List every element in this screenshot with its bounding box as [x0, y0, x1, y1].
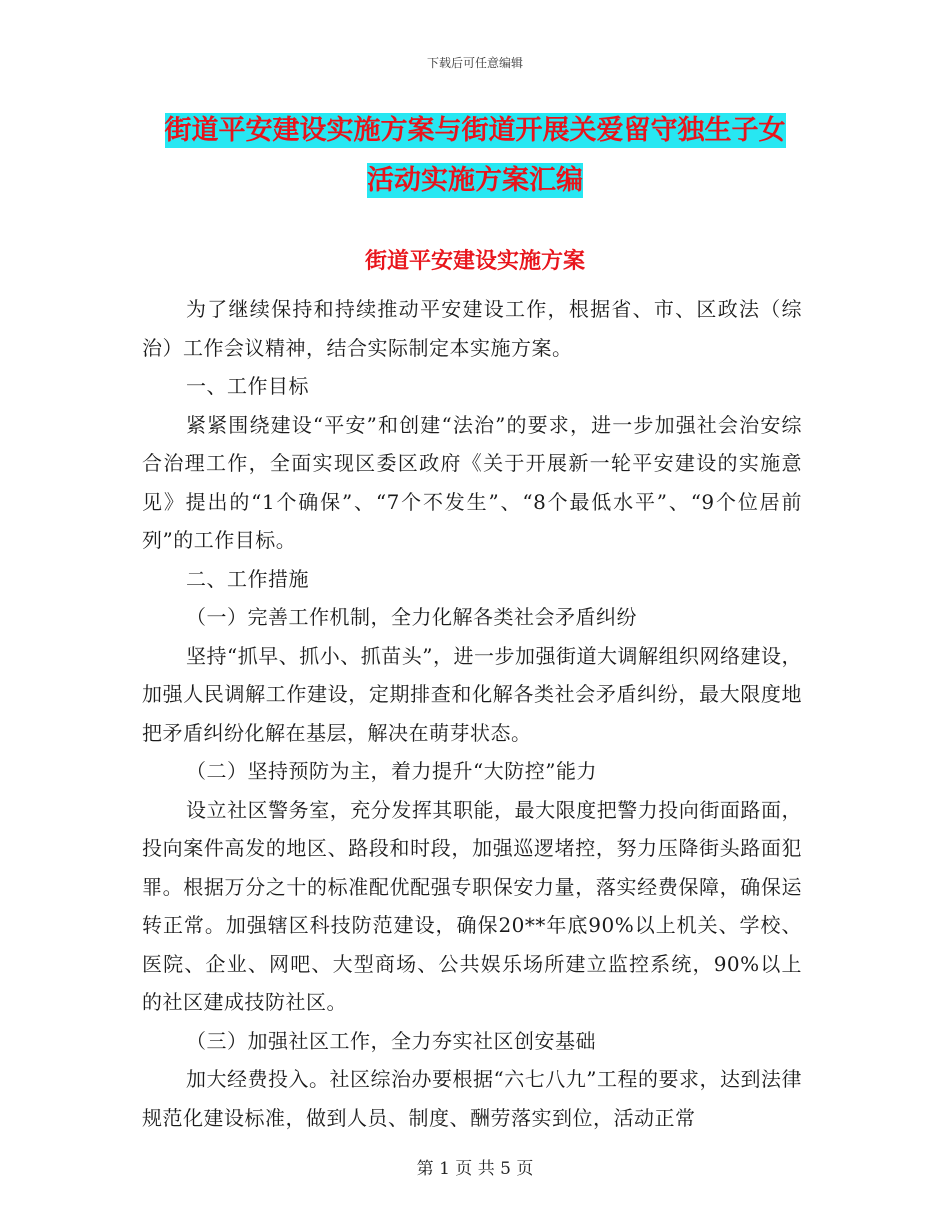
subheading-2: （二）坚持预防为主，着力提升“大防控”能力	[186, 759, 597, 783]
heading-work-measures: 二、工作措施	[186, 566, 309, 591]
subheading-3: （三）加强社区工作，全力夯实社区创安基础	[186, 1028, 596, 1053]
paragraph: 为了继续保持和持续推动平安建设工作，根据省、市、区政法（综治）工作会议精神，结合实际制定本实施方案。	[142, 297, 802, 360]
paragraph: 紧紧围绕建设“平安”和创建“法治”的要求，进一步加强社会治安综合治理工作，全面实现区委区政府《关于开展新一轮平安建设的实施意见》提出的“1个确保”、“7个不发生”、“8个最低水平”、“9个位居前列”的工作目标。	[142, 412, 802, 552]
paragraph: 坚持“抓早、抓小、抓苗头”，进一步加强街道大调解组织网络建设，加强人民调解工作建设，定期排查和化解各类社会矛盾纠纷，最大限度地把矛盾纠纷化解在基层，解决在萌芽状态。	[142, 643, 802, 745]
subheading-1: （一）完善工作机制，全力化解各类社会矛盾纠纷	[186, 605, 637, 629]
document-body	[142, 290, 802, 1137]
paragraph: 设立社区警务室，充分发挥其职能，最大限度把警力投向街面路面，投向案件高发的地区、路段和时段，加强巡逻堵控，努力压降街头路面犯罪。根据万分之十的标准配优配强专职保安力量，落实经费保障，确保运转正常。加强辖区科技防范建设，确保20**年底90%以上机关、学校、医院、企业、网吧、大型商场、公共娱乐场所建立监控系统，90%以上的社区建成技防社区。	[142, 797, 802, 1014]
document-title	[0, 106, 950, 206]
document-title-line-1: 街道平安建设实施方案与街道开展关爱留守独生子女	[164, 115, 786, 146]
document-title-line-2: 活动实施方案汇编	[367, 165, 583, 196]
section-title: 街道平安建设实施方案	[364, 249, 585, 274]
page-number: 第 1 页 共 5 页	[416, 1159, 534, 1179]
heading-work-goal: 一、工作目标	[186, 374, 309, 398]
page-header-note: 下载后可任意编辑	[426, 56, 523, 70]
paragraph: 加大经费投入。社区综治办要根据“六七八九”工程的要求，达到法律规范化建设标准，做到人员、制度、酬劳落实到位，活动正常	[142, 1067, 802, 1130]
